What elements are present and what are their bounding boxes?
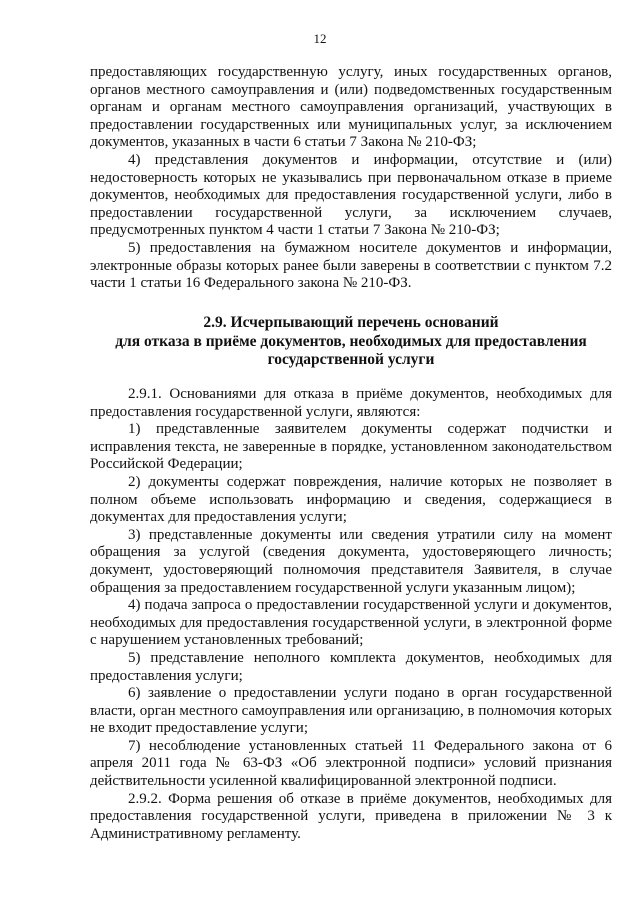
paragraph-2-9-1: 2.9.1. Основаниями для отказа в приёме документов, необходимых для предоставления государственной услуги, являются: [90, 386, 612, 420]
section-heading-line-3: государственной услуги [267, 351, 435, 368]
top-text-block [90, 64, 612, 293]
paragraph-item-5: 5) предоставления на бумажном носителе документов и информации, электронные образы которых ранее были заверены в соответствии с пунктом 7.2 части 1 статьи 16 Федерального закона № 210-ФЗ. [90, 239, 612, 292]
list-item-1: 1) представленные заявителем документы содержат подчистки и исправления текста, не заверенные в порядке, установленном законодательством Российской Федерации; [90, 421, 612, 473]
list-item-6: 6) заявление о предоставлении услуги подано в орган государственной власти, орган местного самоуправления или организацию, в полномочия которых не входит предоставление услуги; [90, 685, 612, 737]
section-heading-line-1: 2.9. Исчерпывающий перечень оснований [203, 314, 499, 331]
page-number: 12 [313, 31, 327, 46]
body-text-block [90, 386, 612, 843]
section-heading [90, 314, 612, 370]
section-heading-line-2: для отказа в приёме документов, необходимых для предоставления [115, 332, 587, 350]
list-item-4: 4) подача запроса о предоставлении государственной услуги и документов, необходимых для предоставления государственной услуги, в электронной форме с нарушением установленных требований; [90, 597, 612, 649]
list-item-5: 5) представление неполного комплекта документов, необходимых для предоставления услуги; [90, 649, 612, 684]
list-item-7: 7) несоблюдение установленных статьей 11 Федерального закона от 6 апреля 2011 года № 63-ФЗ «Об электронной подписи» условий признания действительности усиленной квалифицированной электронной подписи. [90, 737, 612, 790]
paragraph-2-9-2: 2.9.2. Форма решения об отказе в приёме документов, необходимых для предоставления государственной услуги, приведена в приложении № 3 к Административному регламенту. [90, 790, 612, 842]
paragraph-item-4: 4) представления документов и информации, отсутствие и (или) недостоверность которых не указывались при первоначальном отказе в приеме документов, необходимых для предоставления государственной услуги, либо в предоставлении государственной услуги, за исключением случаев, предусмотренных пунктом 4 части 1 статьи 7 Закона № 210-ФЗ; [90, 151, 612, 239]
list-item-3: 3) представленные документы или сведения утратили силу на момент обращения за услугой (сведения документа, удостоверяющего личность; документ, удостоверяющий полномочия представителя Заявителя, в случае обращения за предоставлением государственной услуги указанным лицом); [90, 526, 612, 596]
paragraph-continuation: предоставляющих государственную услугу, иных государственных органов, органов местного самоуправления и (или) подведомственных государственным органам и органам местного самоуправления организаций, участвующих в предоставлении государственных или муниципальных услуг, за исключением документов, указанных в части 6 статьи 7 Закона № 210-ФЗ; [90, 64, 612, 151]
list-item-2: 2) документы содержат повреждения, наличие которых не позволяет в полном объеме использовать информацию и сведения, содержащиеся в документах для предоставления услуги; [90, 473, 612, 526]
